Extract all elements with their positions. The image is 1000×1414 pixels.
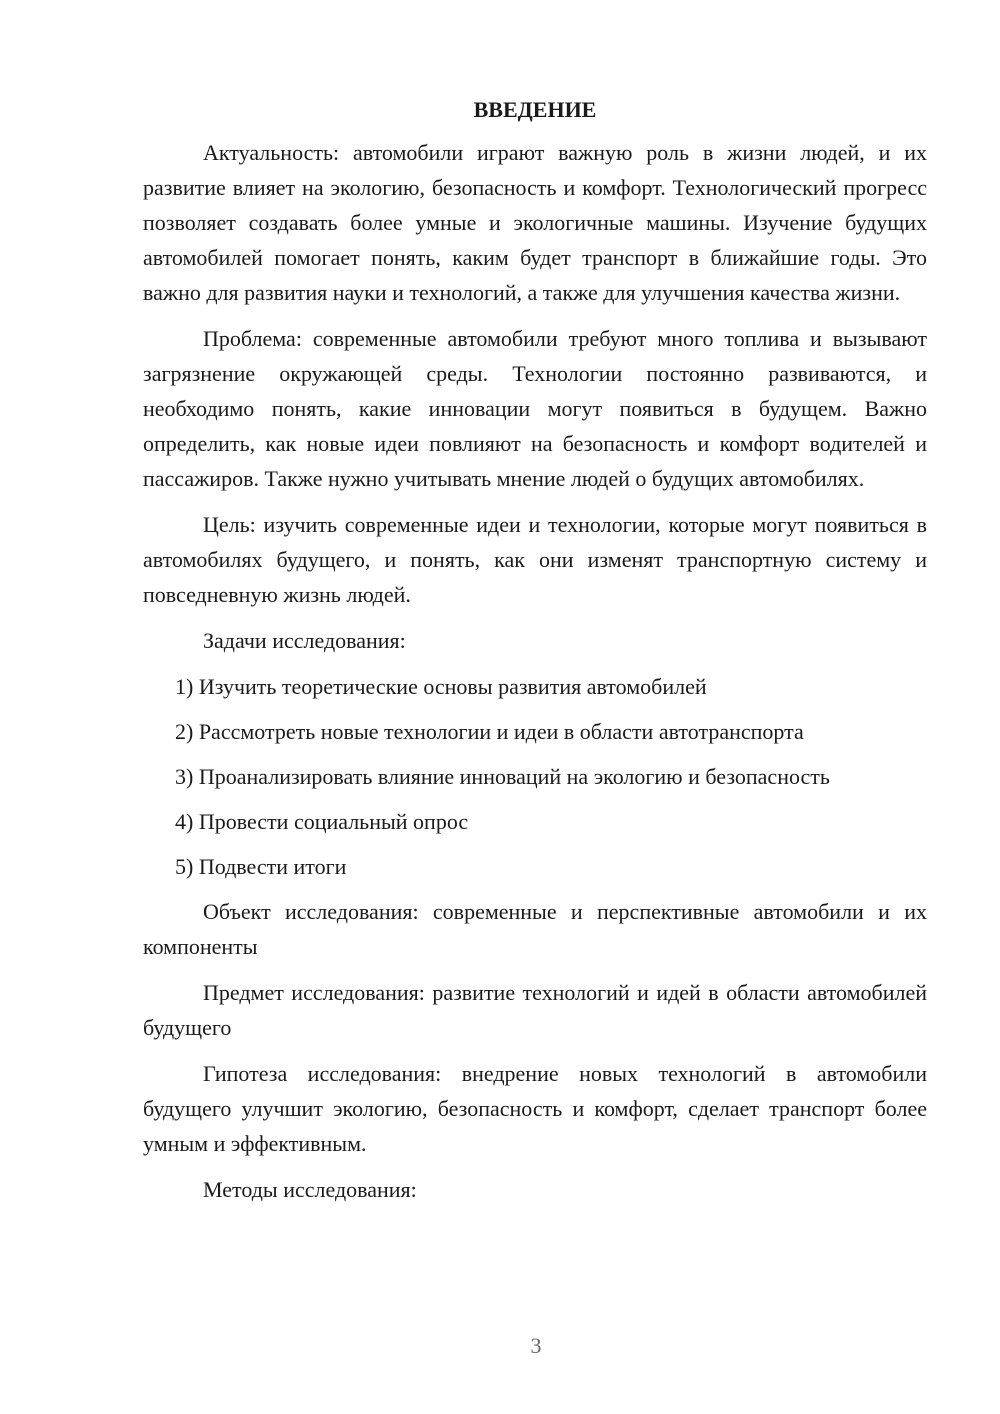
paragraph-problem: Проблема: современные автомобили требуют много топлива и вызывают загрязнение окружающей среды. Технологии постоянно развиваются, и необходимо понять, какие инновации могут появиться в будущем. Важно определить, как новые идеи повлияют на безопасность и комфорт водителей и пассажиров. Также нужно учитывать мнение людей о будущих автомобилях.: [143, 326, 927, 491]
paragraph-goal: Цель: изучить современные идеи и технологии, которые могут появиться в автомобилях будущего, и понять, как они изменят транспортную систему и повседневную жизнь людей.: [143, 512, 927, 607]
list-item: 3) Проанализировать влияние инноваций на экологию и безопасность: [175, 764, 830, 789]
list-item: 1) Изучить теоретические основы развития автомобилей: [175, 674, 707, 699]
tasks-list: [143, 669, 927, 884]
tasks-heading: Задачи исследования:: [203, 628, 406, 653]
methods-heading: Методы исследования:: [203, 1177, 417, 1202]
paragraph-object: Объект исследования: современные и перспективные автомобили и их компоненты: [143, 899, 927, 959]
list-item: 2) Рассмотреть новые технологии и идеи в области автотранспорта: [175, 719, 804, 744]
document-page: [143, 92, 927, 1218]
list-item: 4) Провести социальный опрос: [175, 809, 469, 834]
list-item: 5) Подвести итоги: [175, 854, 347, 879]
section-title: ВВЕДЕНИЕ: [473, 97, 597, 122]
paragraph-subject: Предмет исследования: развитие технологий и идей в области автомобилей будущего: [143, 980, 927, 1040]
paragraph-actuality: Актуальность: автомобили играют важную роль в жизни людей, и их развитие влияет на экологию, безопасность и комфорт. Технологический прогресс позволяет создавать более умные и экологичные машины. Изучение будущих автомобилей помогает понять, каким будет транспорт в ближайшие годы. Это важно для развития науки и технологий, а также для улучшения качества жизни.: [143, 140, 927, 305]
paragraph-hypothesis: Гипотеза исследования: внедрение новых технологий в автомобили будущего улучшит экологию, безопасность и комфорт, сделает транспорт более умным и эффективным.: [143, 1061, 927, 1156]
page-number: 3: [530, 1333, 542, 1358]
